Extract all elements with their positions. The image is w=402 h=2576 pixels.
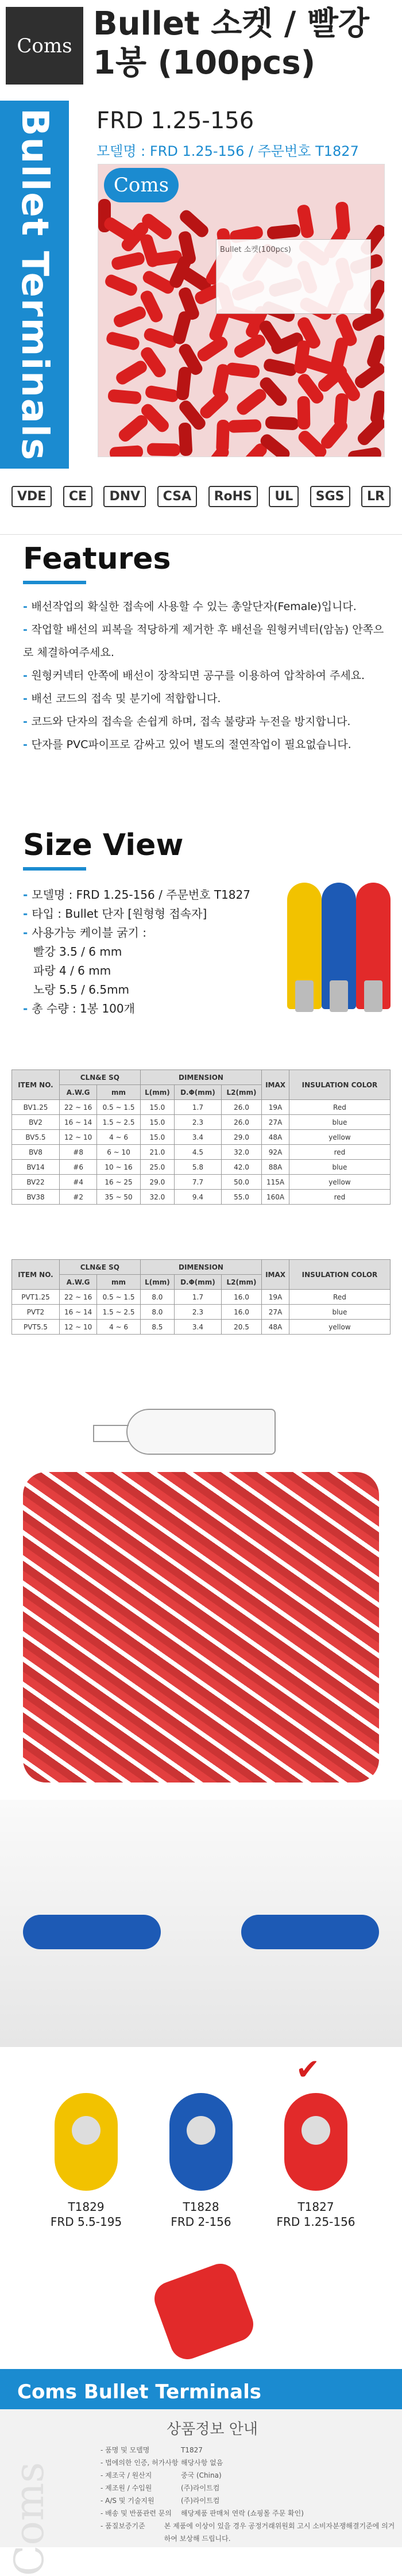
size-item: - 모델명 : FRD 1.25-156 / 주문번호 T1827 <box>23 888 250 902</box>
feature-item: - 배선 코드의 접속 및 분기에 적합합니다. <box>23 692 221 705</box>
table-row: BV14 #6 10 ~ 16 25.0 5.8 42.0 88A blue <box>12 1160 391 1175</box>
model-sub: 모델명 : FRD 1.25-156 / 주문번호 T1827 <box>96 143 359 159</box>
spec-tables <box>0 1070 402 1472</box>
blue-terminal-image <box>322 883 356 1009</box>
spec-table-pvt: ITEM NO. CLN&E SQ DIMENSION IMAX INSULATION COLOR A.W.G mm L(mm) D.Φ(mm) L2(mm) PVT1.25 22 ~ 16 0.5 ~ 1.5 8.0 1.7 16.0 19A Red PVT2 16 ~ 14 1.5 ~ 2.5 8.0 2.3 16.0 27A blue PVT5.5 12 ~ 10 4 ~ 6 8.5 3.4 20.5 48A yellow <box>11 1259 391 1335</box>
terminal-shape <box>147 443 180 456</box>
yellow-variant <box>55 2093 118 2191</box>
info-row: - 품질보증기준 본 제품에 이상이 있을 경우 공정거래위원회 고시 소비자분쟁해결기준에 의거하여 보상해 드립니다. <box>100 2522 395 2543</box>
terminal-shape <box>145 385 180 403</box>
size-item: 빨강 3.5 / 6 mm <box>33 945 122 959</box>
info-box <box>0 2409 402 2576</box>
certification-row <box>0 469 402 535</box>
header <box>0 0 402 101</box>
closeup-photo <box>0 2254 402 2369</box>
size-item: 파랑 4 / 6 mm <box>33 964 111 977</box>
info-row: - 품명 및 모델명 T1827 <box>100 2446 203 2454</box>
coms-logo: Coms <box>6 7 83 85</box>
info-row: - 법에의한 인증, 허가사항 해당사항 없음 <box>100 2459 223 2467</box>
top-section <box>0 101 402 469</box>
terminal-shape <box>178 422 192 456</box>
feature-item: - 배선작업의 확실한 접속에 사용할 수 있는 총알단자(Female)입니다. <box>23 600 357 613</box>
package-label: Bullet 소켓(100pcs) <box>216 239 371 314</box>
terminal-shape <box>297 396 310 430</box>
info-row: - 제조원 / 수입원 (주)라이트컴 <box>100 2484 220 2492</box>
cert-badge-sgs: SGS <box>310 486 350 507</box>
red-terminal-image <box>356 883 391 1009</box>
feature-item: - 단자를 PVC파이프로 감싸고 있어 별도의 절연작업이 필요없습니다. <box>23 738 351 751</box>
bottom-title: Coms Bullet Terminals <box>17 2380 262 2404</box>
info-row: - 제조국 / 원산지 중국 (China) <box>100 2471 222 2479</box>
spec-table-bv: ITEM NO. CLN&E SQ DIMENSION IMAX INSULATION COLOR A.W.G mm L(mm) D.Φ(mm) L2(mm) BV1.25 22 ~ 16 0.5 ~ 1.5 15.0 1.7 26.0 19A Red BV2 16 ~ 14 1.5 ~ 2.5 15.0 2.3 26.0 27A blue BV5.5 12 ~ 10 4 ~ 6 15.0 3.4 29.0 48A yellow BV8 #8 6 ~ 10 21.0 4.5 32.0 92A red BV14 #6 10 ~ 16 25.0 5.8 42.0 88A blue BV22 #4 16 ~ 25 29.0 7.7 50.0 115A yellow BV38 #2 35 ~ 50 32.0 9.4 55.0 160A red <box>11 1070 391 1205</box>
terminal-shape <box>105 331 141 351</box>
product-title: Bullet 소켓 / 빨강 1봉 (100pcs) <box>93 5 370 82</box>
table-row: BV22 #4 16 ~ 25 29.0 7.7 50.0 115A yellow <box>12 1175 391 1190</box>
table-row: BV38 #2 35 ~ 50 32.0 9.4 55.0 160A red <box>12 1190 391 1205</box>
terminal-shape <box>226 362 260 379</box>
cert-badge-ce: CE <box>63 486 92 507</box>
table-row: BV5.5 12 ~ 10 4 ~ 6 15.0 3.4 29.0 48A yellow <box>12 1130 391 1145</box>
terminal-shape <box>109 445 143 457</box>
product-info-section <box>0 2369 402 2576</box>
size-view-section <box>0 828 402 1070</box>
red-variant <box>284 2093 347 2191</box>
cert-badge-rohs: RoHS <box>208 486 258 507</box>
color-variants <box>0 2047 402 2254</box>
terminal-shape <box>228 419 262 433</box>
model-name: FRD 1.25-156 <box>96 108 254 134</box>
table-row: PVT2 16 ~ 14 1.5 ~ 2.5 8.0 2.3 16.0 27A blue <box>12 1305 391 1320</box>
cert-badge-ul: UL <box>269 486 299 507</box>
package-brand: Coms <box>104 168 179 202</box>
cert-badge-dnv: DNV <box>103 486 146 507</box>
features-title: Features <box>23 542 171 576</box>
size-item: - 타입 : Bullet 단자 [원형형 접속자] <box>23 907 207 921</box>
info-row: - 배송 및 반품관련 문의 해당제품 판매처 연락 (쇼핑몰 주문 확인) <box>100 2509 304 2517</box>
terminal-pile <box>98 199 385 457</box>
usage-photo <box>0 1800 402 2047</box>
red-terminal-closeup <box>150 2259 258 2364</box>
terminal-shape <box>262 358 297 377</box>
variant-code: T1828 FRD 2-156 <box>171 2200 231 2229</box>
terminal-shape <box>355 415 385 448</box>
dimension-diagram <box>126 1409 276 1455</box>
terminal-shape <box>172 310 192 346</box>
table-row: PVT1.25 22 ~ 16 0.5 ~ 1.5 8.0 1.7 16.0 19A Red <box>12 1290 391 1305</box>
table-row: BV2 16 ~ 14 1.5 ~ 2.5 15.0 2.3 26.0 27A blue <box>12 1115 391 1130</box>
info-title: 상품정보 안내 <box>167 2421 258 2438</box>
feature-item: - 코드와 단자의 접속을 손쉽게 하며, 접속 불량과 누전을 방지합니다. <box>23 715 351 728</box>
features-section <box>0 535 402 822</box>
terminal-shape <box>107 389 142 405</box>
table-row: BV8 #8 6 ~ 10 21.0 4.5 32.0 92A red <box>12 1145 391 1160</box>
terminal-shape <box>347 447 382 457</box>
info-row: - A/S 및 기술지원 (주)라이트컴 <box>100 2497 220 2505</box>
table-row: BV1.25 22 ~ 16 0.5 ~ 1.5 15.0 1.7 26.0 19A Red <box>12 1100 391 1115</box>
terminal-shape <box>142 327 178 350</box>
blue-terminal-connected <box>241 1915 379 1949</box>
size-view-title: Size View <box>23 828 184 862</box>
title-underline <box>23 867 86 871</box>
feature-item: - 원형커넥터 안쪽에 배선이 장착되면 공구를 이용하여 압착하여 주세요. <box>23 669 365 682</box>
terminal-shape <box>265 416 299 430</box>
terminal-shape <box>103 273 139 298</box>
size-item: 노랑 5.5 / 6.5mm <box>33 983 130 996</box>
product-package-image <box>98 164 385 457</box>
terminal-shape <box>138 289 164 324</box>
cert-badge-lr: LR <box>361 486 391 507</box>
red-terminals <box>23 1472 379 1782</box>
terminal-shape <box>234 386 268 417</box>
title-underline <box>23 581 86 584</box>
yellow-terminal-image <box>287 883 322 1009</box>
terminal-shape <box>110 251 145 271</box>
terminal-shape <box>114 359 149 387</box>
check-icon: ✔ <box>296 2053 320 2086</box>
size-item: - 총 수량 : 1봉 100개 <box>23 1002 135 1015</box>
variant-code: T1829 FRD 5.5-195 <box>50 2200 122 2229</box>
terminal-shape <box>176 366 192 401</box>
blue-variant <box>169 2093 233 2191</box>
red-terminal-pile-photo <box>0 1472 402 1788</box>
terminal-shape <box>266 224 301 240</box>
terminal-shape <box>319 417 350 451</box>
terminal-shape <box>117 413 150 444</box>
vertical-band: Bullet Terminals <box>0 101 69 469</box>
size-item: - 사용가능 케이블 굵기 : <box>23 926 146 940</box>
terminal-shape <box>112 305 148 329</box>
coms-watermark: Coms <box>6 2462 53 2576</box>
cert-badge-csa: CSA <box>157 486 197 507</box>
table-row: PVT5.5 12 ~ 10 4 ~ 6 8.5 3.4 20.5 48A yellow <box>12 1320 391 1335</box>
feature-item: - 작업할 배선의 피복을 적당하게 제거한 후 배선을 원형커넥터(암놈) 안쪽으로 체결하여주세요. <box>23 623 384 659</box>
cert-badge-vde: VDE <box>11 486 52 507</box>
variant-code: T1827 FRD 1.25-156 <box>276 2200 355 2229</box>
blue-terminal-in-hand <box>23 1915 161 1949</box>
